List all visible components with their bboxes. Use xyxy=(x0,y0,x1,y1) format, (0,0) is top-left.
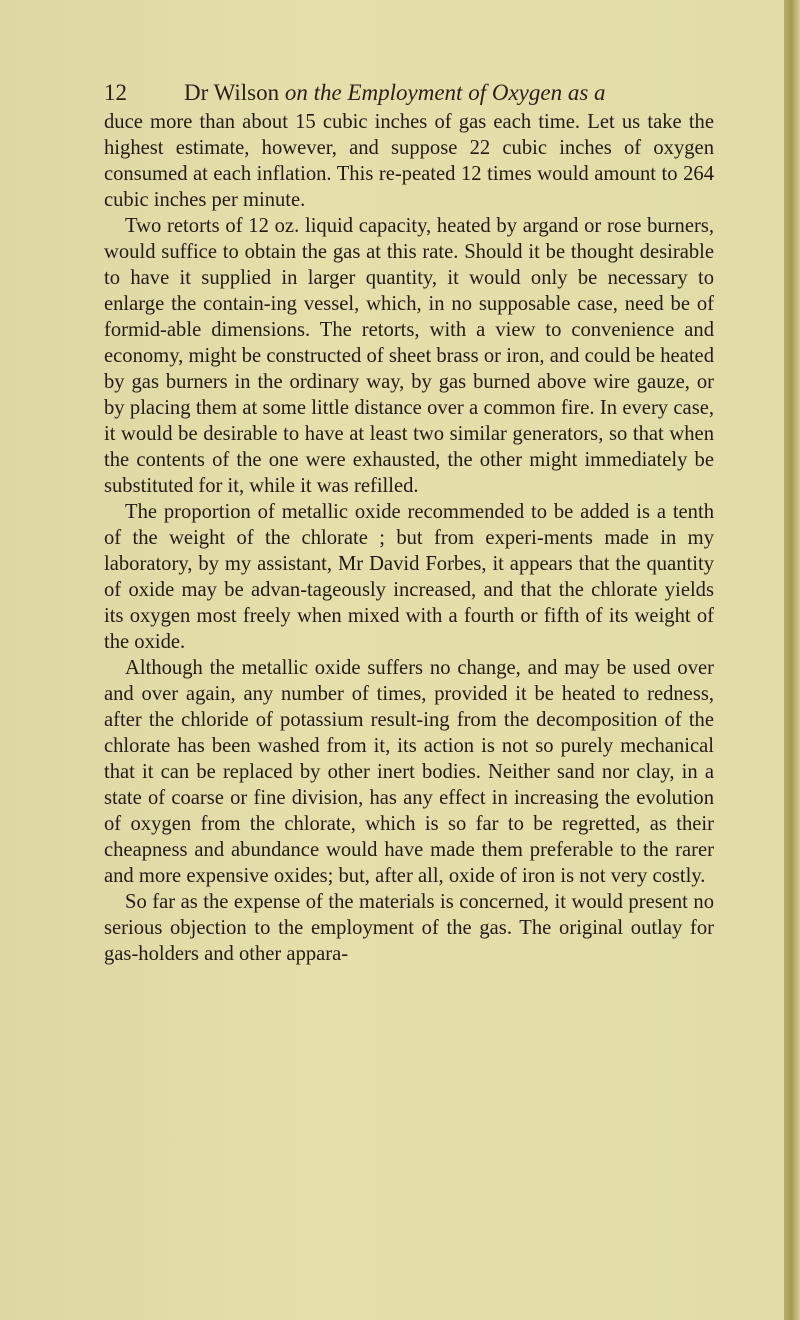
paragraph-4: Although the metallic oxide suffers no change, and may be used over and over again, any number of times, provided it be heated to redness, after the chloride of potassium result-ing from the decomposition of the chlorate has been washed from it, its action is not so purely mechanical that it can be replaced by other inert bodies. Neither sand nor clay, in a state of coarse or fine division, has any effect in increasing the evolution of oxygen from the chlorate, which is so far to be regretted, as their cheapness and abundance would have made them preferable to the rarer and more expensive oxides; but, after all, oxide of iron is not very costly. xyxy=(104,657,714,887)
paragraph-2: Two retorts of 12 oz. liquid capacity, heated by argand or rose burners, would suffice to obtain the gas at this rate. Should it be thought desirable to have it supplied in larger quantity, it would only be necessary to enlarge the contain-ing vessel, which, in no supposable case, need be of formid-able dimensions. The retorts, with a view to convenience and economy, might be constructed of sheet brass or iron, and could be heated by gas burners in the ordinary way, by gas burned above wire gauze, or by placing them at some little distance over a common fire. In every case, it would be desirable to have at least two similar generators, so that when the contents of the one were exhausted, the other might immediately be substituted for it, while it was refilled. xyxy=(104,215,714,497)
paragraph-3: The proportion of metallic oxide recommended to be added is a tenth of the weight of the chlorate ; but from experi-ments made in my laboratory, by my assistant, Mr David Forbes, it appears that the quantity of oxide may be advan-tageously increased, and that the chlorate yields its oxygen most freely when mixed with a fourth or fifth of its weight of the oxide. xyxy=(104,501,714,653)
page-edge xyxy=(784,0,800,1320)
paragraph-5: So far as the expense of the materials is concerned, it would present no serious objection to the employment of the gas. The original outlay for gas-holders and other appara- xyxy=(104,891,714,965)
body-text xyxy=(104,109,714,967)
page-number: 12 xyxy=(104,80,127,105)
running-header xyxy=(104,80,704,110)
header-author: Dr Wilson xyxy=(184,80,280,105)
paragraph-1: duce more than about 15 cubic inches of gas each time. Let us take the highest estimate, however, and suppose 22 cubic inches of oxygen consumed at each inflation. This re-peated 12 times would amount to 264 cubic inches per minute. xyxy=(104,111,714,211)
running-title xyxy=(184,80,606,105)
header-title: on the Employment of Oxygen as a xyxy=(284,80,606,105)
